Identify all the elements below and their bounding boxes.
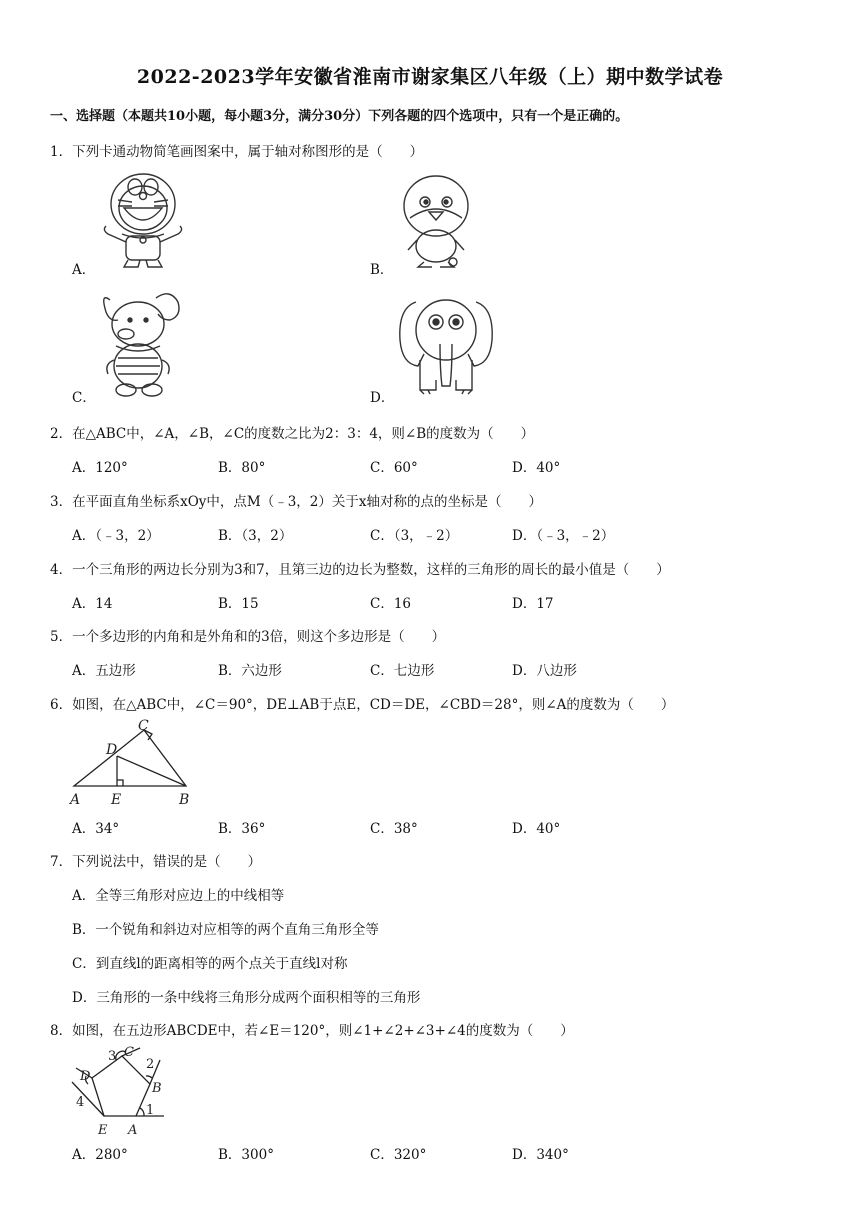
question-4-option-c: C．16 (370, 596, 412, 612)
question-5-option-a: A．五边形 (72, 663, 136, 679)
penguin-cartoon-image (396, 170, 476, 270)
fig8-label-a: A (128, 1123, 138, 1136)
question-2-option-c: C．60° (370, 460, 418, 476)
fig8-angle-2: 2 (146, 1057, 155, 1072)
question-8-option-b: B．300° (218, 1147, 274, 1163)
triangle-abc-figure (66, 716, 196, 808)
question-5-stem: 5．一个多边形的内角和是外角和的3倍，则这个多边形是（ ） (50, 629, 446, 645)
question-1-option-a: A． (72, 262, 96, 278)
question-4-option-a: A．14 (72, 596, 113, 612)
question-6-stem: 6．如图，在△ABC中，∠C＝90°，DE⊥AB于点E，CD＝DE，∠CBD＝28°，则∠A的度数为（ ） (50, 697, 675, 713)
pentagon-abcde-figure (64, 1044, 174, 1136)
question-1-option-c: C． (72, 390, 96, 406)
question-6-option-c: C．38° (370, 821, 418, 837)
fig6-label-e: E (111, 792, 122, 808)
question-5-option-c: C．七边形 (370, 663, 435, 679)
question-8-option-c: C．320° (370, 1147, 427, 1163)
fig8-label-e: E (98, 1123, 108, 1136)
question-4-option-b: B．15 (218, 596, 259, 612)
question-6-option-a: A．34° (72, 821, 120, 837)
piglet-cartoon-image (96, 290, 186, 398)
question-4-stem: 4．一个三角形的两边长分别为3和7，且第三边的边长为整数，这样的三角形的周长的最小值是（ ） (50, 562, 670, 578)
section-heading: 一、选择题（本题共10小题，每小题3分，满分30分）下列各题的四个选项中，只有一个是正确的。 (50, 109, 629, 124)
elephant-cartoon-image (396, 294, 496, 398)
question-3-option-a: A．（﹣3，2） (72, 528, 160, 544)
question-7-stem: 7．下列说法中，错误的是（ ） (50, 854, 262, 870)
fig8-label-c: C (124, 1045, 134, 1060)
question-7-option-d: D．三角形的一条中线将三角形分成两个面积相等的三角形 (72, 990, 421, 1006)
question-2-stem: 2．在△ABC中，∠A，∠B，∠C的度数之比为2：3：4，则∠B的度数为（ ） (50, 426, 535, 442)
question-6-option-b: B．36° (218, 821, 266, 837)
question-2-option-a: A．120° (72, 460, 128, 476)
question-2-option-d: D．40° (512, 460, 561, 476)
question-3-option-c: C．（3，﹣2） (370, 528, 459, 544)
question-6-option-d: D．40° (512, 821, 561, 837)
fig6-label-b: B (179, 792, 190, 808)
fig8-label-d: D (80, 1069, 91, 1084)
question-1-stem: 1．下列卡通动物简笔画图案中，属于轴对称图形的是（ ） (50, 144, 424, 160)
question-5-option-d: D．八边形 (512, 663, 577, 679)
question-3-stem: 3．在平面直角坐标系xOy中，点M（﹣3，2）关于x轴对称的点的坐标是（ ） (50, 494, 543, 510)
question-8-option-a: A．280° (72, 1147, 128, 1163)
fig8-angle-1: 1 (146, 1103, 155, 1118)
question-5-option-b: B．六边形 (218, 663, 282, 679)
question-7-option-c: C．到直线l的距离相等的两个点关于直线l对称 (72, 956, 348, 972)
question-2-option-b: B．80° (218, 460, 266, 476)
question-1-option-d: D． (370, 390, 395, 406)
page-title: 2022-2023学年安徽省淮南市谢家集区八年级（上）期中数学试卷 (136, 66, 724, 88)
question-3-option-b: B．（3，2） (218, 528, 293, 544)
question-3-option-d: D．（﹣3，﹣2） (512, 528, 615, 544)
doraemon-cartoon-image (98, 170, 188, 270)
fig8-angle-4: 4 (76, 1095, 85, 1110)
fig6-label-a: A (70, 792, 81, 808)
question-8-option-d: D．340° (512, 1147, 569, 1163)
fig8-angle-3: 3 (108, 1049, 117, 1064)
question-8-stem: 8．如图，在五边形ABCDE中，若∠E＝120°，则∠1+∠2+∠3+∠4的度数为（ ） (50, 1023, 574, 1039)
question-4-option-d: D．17 (512, 596, 554, 612)
question-7-option-b: B．一个锐角和斜边对应相等的两个直角三角形全等 (72, 922, 379, 938)
fig8-label-b: B (152, 1081, 162, 1096)
fig6-label-d: D (106, 742, 118, 758)
fig6-label-c: C (138, 718, 149, 734)
question-7-option-a: A．全等三角形对应边上的中线相等 (72, 888, 285, 904)
question-1-option-b: B． (370, 262, 394, 278)
